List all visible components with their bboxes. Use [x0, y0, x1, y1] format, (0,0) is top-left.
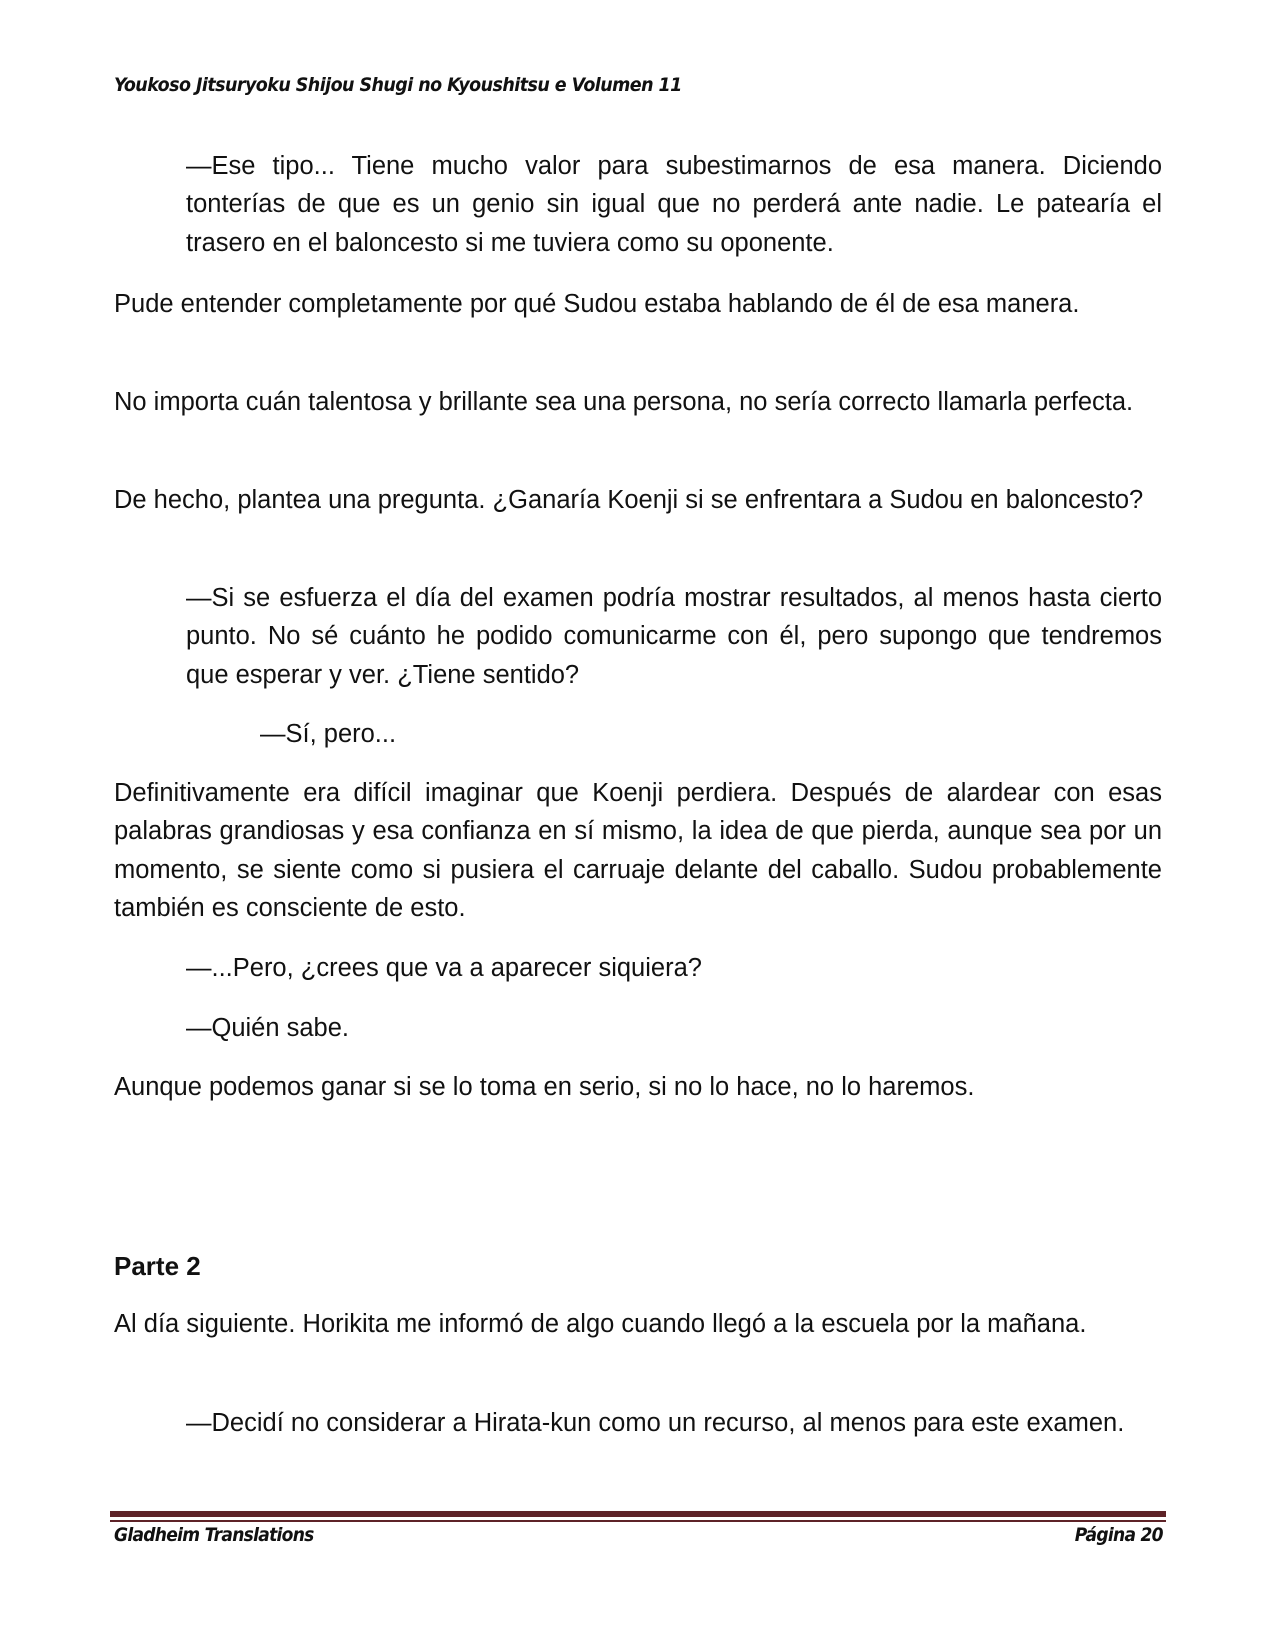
- footer-rule-thin: [110, 1520, 1166, 1522]
- page-number: Página 20: [1074, 1524, 1163, 1546]
- dialogue-paragraph: —Sí, pero...: [260, 720, 397, 748]
- dialogue-paragraph: —Decidí no considerar a Hirata-kun como un recurso, al menos para este examen.: [186, 1409, 1125, 1437]
- paragraph: Aunque podemos ganar si se lo toma en serio, si no lo hace, no lo haremos.: [114, 1073, 975, 1101]
- dialogue-paragraph: —Ese tipo... Tiene mucho valor para subestimarnos de esa manera. Diciendo tonterías de que es un genio sin igual que no perderá ante nadie. Le patearía el trasero en el baloncesto si me tuviera como su oponente.: [186, 152, 1162, 257]
- paragraph: Pude entender completamente por qué Sudou estaba hablando de él de esa manera.: [114, 290, 1080, 318]
- footer-credit: Gladheim Translations: [114, 1524, 314, 1546]
- dialogue-paragraph: —Quién sabe.: [186, 1014, 350, 1042]
- footer-rule: [110, 1511, 1166, 1517]
- paragraph: Al día siguiente. Horikita me informó de algo cuando llegó a la escuela por la mañana.: [114, 1310, 1087, 1338]
- dialogue-paragraph: —Si se esfuerza el día del examen podría mostrar resultados, al menos hasta cierto punto. No sé cuánto he podido comunicarme con él, pero supongo que tendremos que esperar y ver. ¿Tiene sentido?: [186, 584, 1162, 689]
- section-heading: Parte 2: [114, 1251, 201, 1281]
- paragraph: Definitivamente era difícil imaginar que Koenji perdiera. Después de alardear con esas palabras grandiosas y esa confianza en sí mismo, la idea de que pierda, aunque sea por un momento, se siente como si pusiera el carruaje delante del caballo. Sudou probablemente también es consciente de esto.: [114, 779, 1162, 923]
- dialogue-paragraph: —...Pero, ¿crees que va a aparecer siquiera?: [186, 954, 702, 982]
- running-header: Youkoso Jitsuryoku Shijou Shugi no Kyoushitsu e Volumen 11: [114, 74, 682, 96]
- paragraph: De hecho, plantea una pregunta. ¿Ganaría Koenji si se enfrentara a Sudou en baloncesto?: [114, 486, 1144, 514]
- paragraph: No importa cuán talentosa y brillante sea una persona, no sería correcto llamarla perfecta.: [114, 388, 1134, 416]
